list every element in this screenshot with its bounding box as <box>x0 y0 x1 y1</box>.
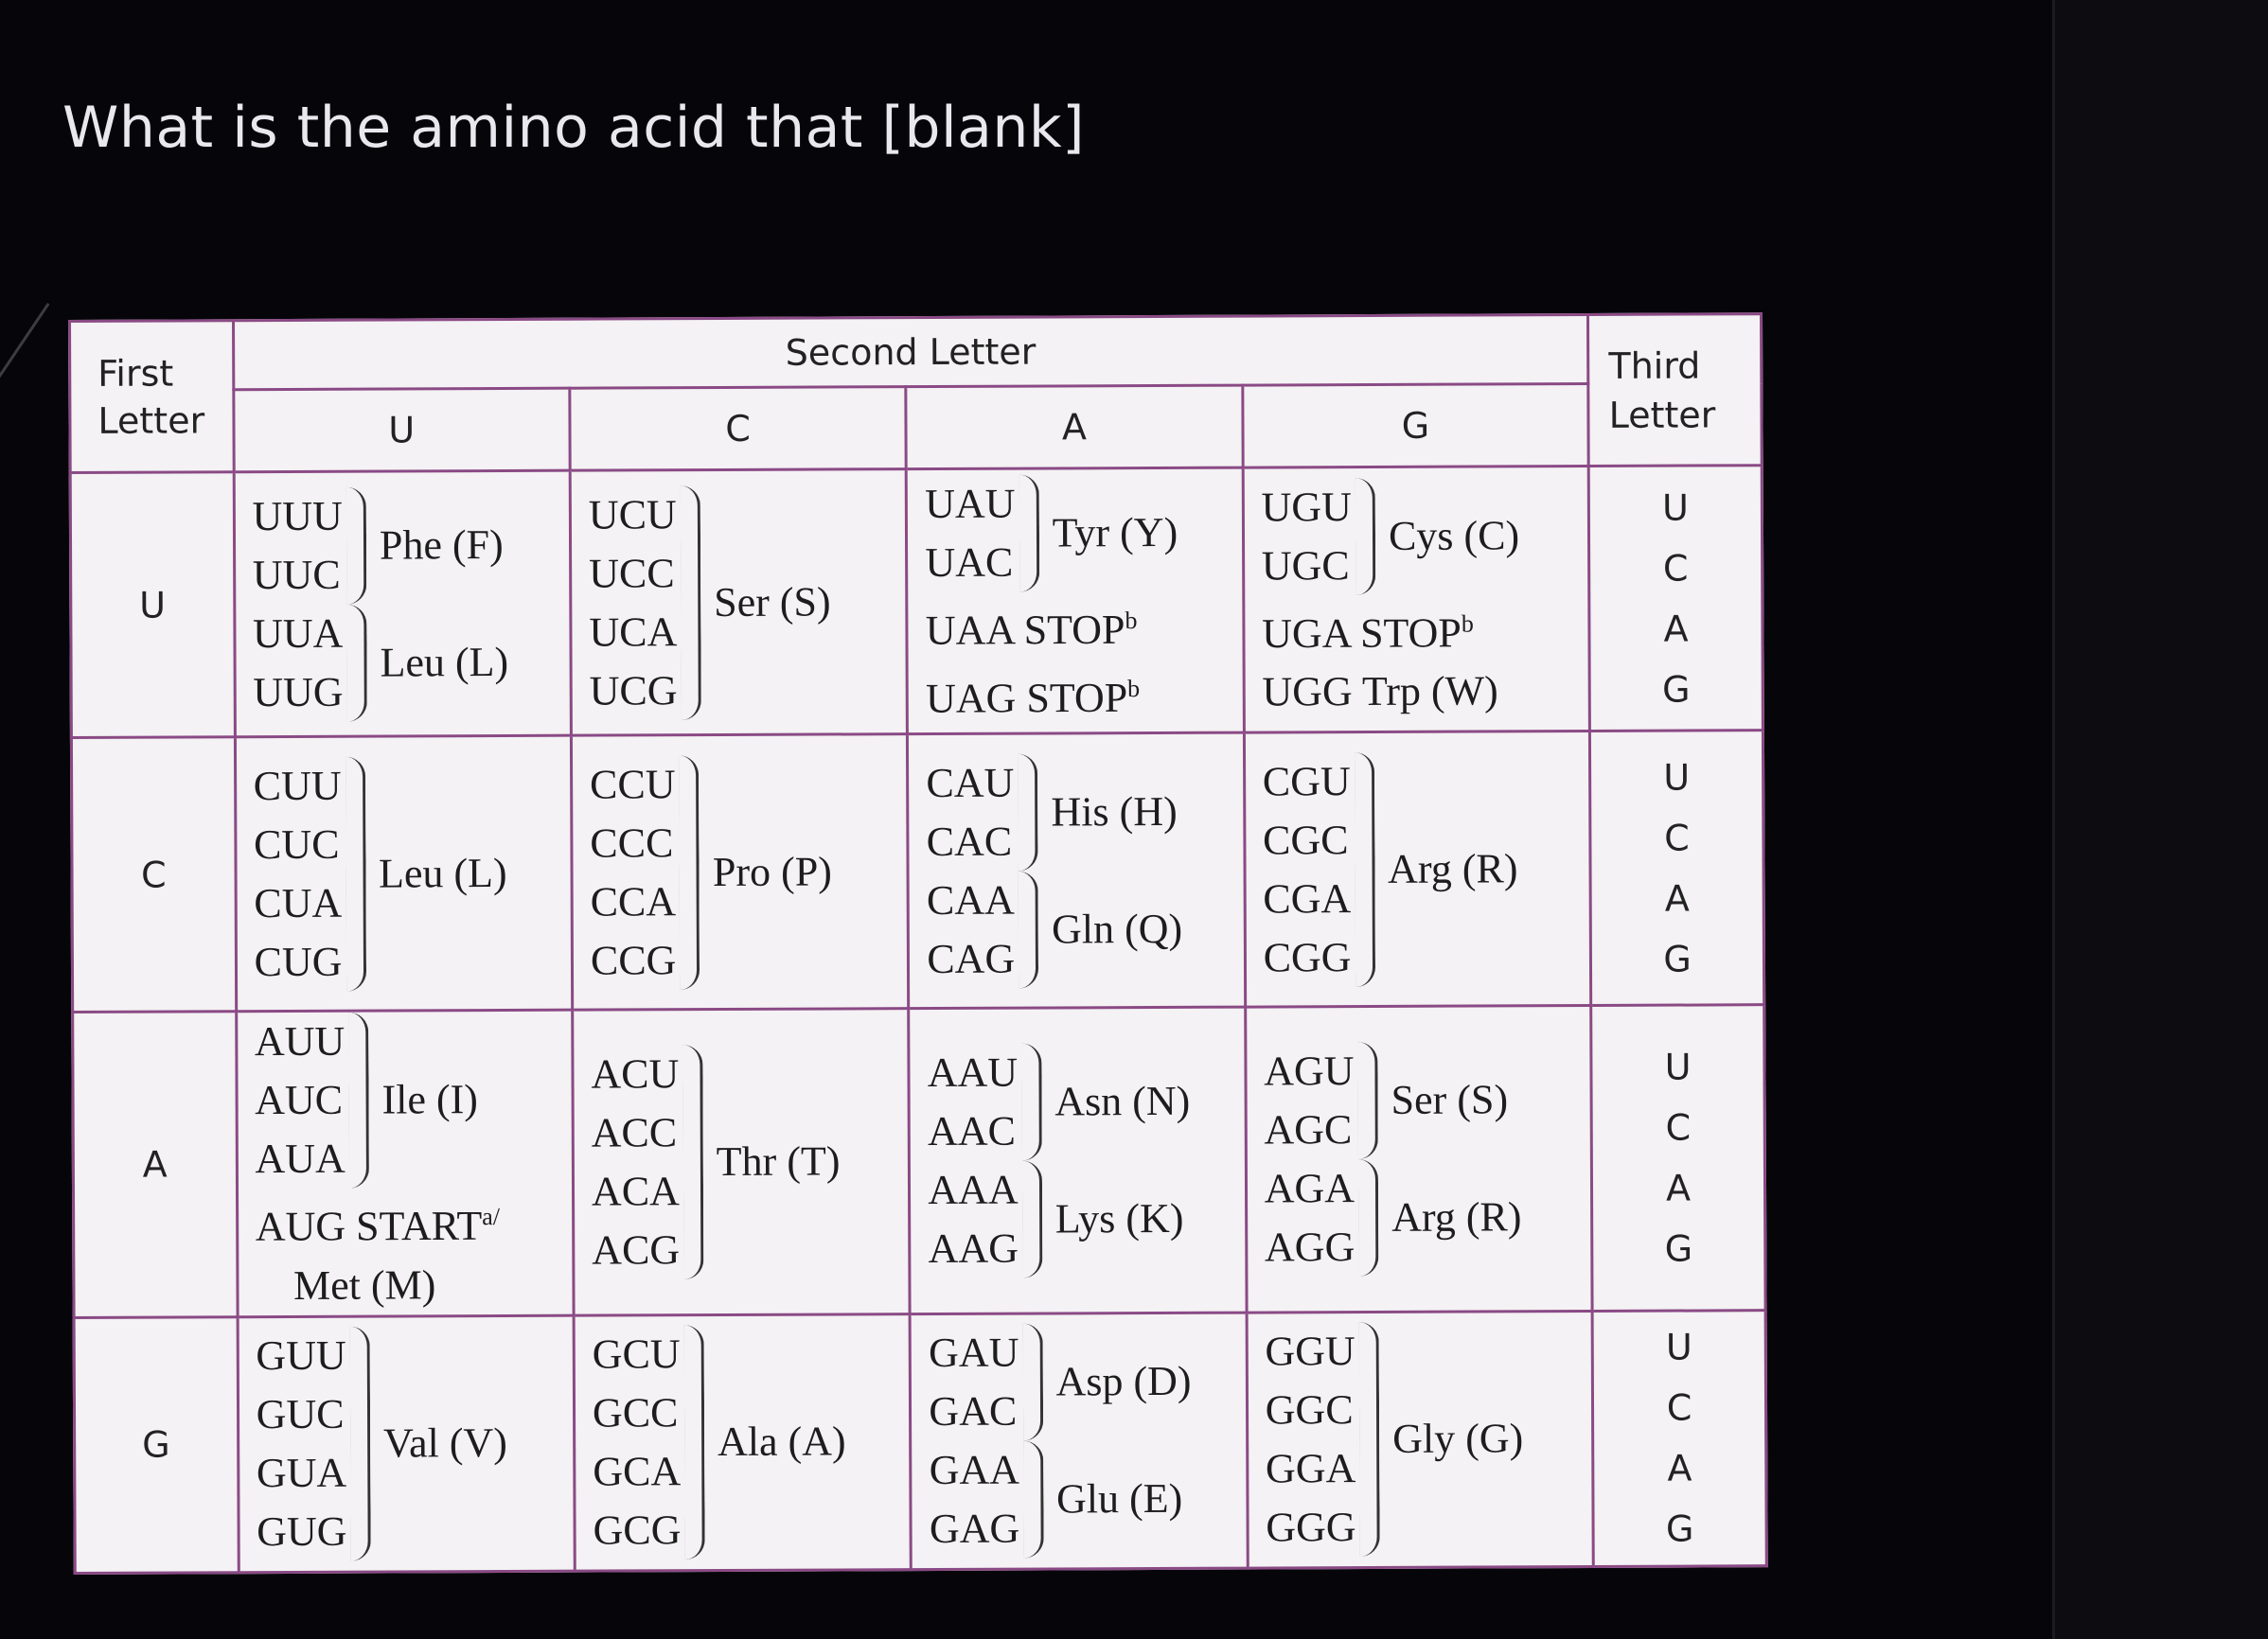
codon-list <box>1265 1322 1355 1557</box>
brace-icon <box>346 756 366 991</box>
third-letter-a: A <box>1663 608 1689 650</box>
third-letter-header-line1: Third <box>1608 344 1701 387</box>
codon: UAC <box>925 538 1014 586</box>
codon-list <box>256 1327 346 1561</box>
codon-list <box>253 604 344 721</box>
codon: AAA <box>928 1166 1019 1213</box>
second-letter-u: U <box>233 388 570 472</box>
genetic-code-table <box>68 312 1768 1574</box>
codon-group <box>573 754 907 991</box>
codon: CUC <box>253 820 340 868</box>
monitor-edge <box>2052 0 2268 1639</box>
codon-line-text: UGG Trp (W) <box>1262 667 1498 715</box>
question-text: What is the amino acid that [blank] <box>62 95 1086 161</box>
codon-list <box>591 1045 680 1279</box>
first-letter-c: C <box>71 737 236 1013</box>
third-letter-c: C <box>1665 1106 1692 1149</box>
codon: UGU <box>1261 483 1352 531</box>
brace-icon <box>346 604 367 721</box>
second-letter-header: Second Letter <box>233 314 1588 389</box>
codon-group <box>912 1323 1246 1442</box>
amino-acid: Ala (A) <box>717 1418 846 1466</box>
footnote-mark: b <box>1127 674 1141 702</box>
third-letter-g: G <box>1661 668 1691 711</box>
codon: AGA <box>1264 1164 1355 1212</box>
brace-icon <box>348 1013 369 1189</box>
codon-line <box>909 590 1243 660</box>
third-letter-u: U <box>1664 1046 1692 1088</box>
third-letter-c: C <box>1664 817 1690 859</box>
codon-line-text: AUG START <box>255 1202 483 1250</box>
amino-acid: Pro (P) <box>712 847 832 895</box>
codon-group <box>572 485 906 721</box>
brace-icon <box>1023 1441 1044 1559</box>
codon-list <box>925 474 1016 591</box>
codon: AAU <box>927 1049 1019 1096</box>
codon-cell-aa <box>909 1007 1247 1313</box>
codon-group <box>912 1440 1246 1560</box>
codon: GGC <box>1265 1386 1354 1434</box>
amino-acid: Leu (L) <box>378 849 507 897</box>
codon-group <box>910 870 1244 989</box>
codon: CGC <box>1262 816 1349 863</box>
codon: GGA <box>1265 1445 1356 1492</box>
codon: GCC <box>592 1389 679 1436</box>
codon-group <box>911 1159 1245 1278</box>
brace-icon <box>679 755 700 990</box>
codon-cell-au <box>236 1010 574 1316</box>
codon: GGU <box>1265 1328 1355 1375</box>
codon: UUU <box>252 492 343 539</box>
first-letter-header-line1: First <box>97 352 174 395</box>
codon: ACG <box>592 1226 681 1274</box>
pen-mark-line <box>0 303 49 854</box>
codon: ACC <box>591 1109 678 1156</box>
codon: CUG <box>254 938 343 985</box>
third-letter-g: G <box>1665 1507 1694 1550</box>
brace-icon <box>1358 1159 1379 1277</box>
brace-icon <box>1357 1042 1378 1159</box>
codon: GAA <box>929 1446 1020 1494</box>
brace-icon <box>1022 1160 1043 1278</box>
brace-icon <box>1018 753 1038 871</box>
codon-group <box>1244 477 1587 596</box>
codon: ACU <box>591 1050 680 1098</box>
codon-group <box>235 485 569 605</box>
codon: UGC <box>1261 541 1350 590</box>
amino-acid: Gly (G) <box>1392 1415 1524 1463</box>
codon: CCU <box>589 760 676 808</box>
brace-icon <box>1022 1324 1043 1441</box>
codon: AGG <box>1264 1223 1355 1271</box>
amino-acid: Gln (Q) <box>1051 905 1183 952</box>
codon-list <box>593 1325 682 1560</box>
codon: UUG <box>253 668 344 715</box>
codon-list <box>590 755 677 990</box>
amino-acid: Ser (S) <box>1391 1076 1509 1123</box>
codon: UUA <box>252 609 344 657</box>
codon-list <box>927 871 1015 988</box>
third-letter-a: A <box>1664 877 1690 920</box>
amino-acid: Cys (C) <box>1388 511 1520 559</box>
codon: CAC <box>926 818 1013 865</box>
codon-cell-ga <box>910 1313 1248 1570</box>
codon: CAA <box>926 876 1016 924</box>
codon-list <box>589 485 678 720</box>
codon-list <box>1261 478 1352 595</box>
codon-cell-cg <box>1244 731 1591 1007</box>
amino-acid: Lys (K) <box>1054 1194 1184 1242</box>
codon-list <box>1265 1159 1355 1277</box>
codon-list <box>1264 1042 1355 1159</box>
amino-acid: Asn (N) <box>1054 1077 1191 1125</box>
brace-icon <box>1355 478 1376 595</box>
second-letter-g: G <box>1242 383 1588 467</box>
first-letter-header <box>70 321 234 473</box>
codon: GCA <box>593 1448 682 1495</box>
codon-list <box>929 1324 1019 1441</box>
brace-icon <box>1355 751 1375 986</box>
codon-group <box>909 752 1243 872</box>
codon-line <box>1245 594 1588 663</box>
codon: AUC <box>255 1076 344 1124</box>
third-letter-u: U <box>1665 1326 1692 1368</box>
codon-group <box>911 1042 1245 1161</box>
first-letter-header-line2: Letter <box>97 398 205 442</box>
codon-group <box>1248 1158 1591 1278</box>
codon: ACA <box>591 1168 680 1215</box>
second-letter-c: C <box>570 387 907 471</box>
codon-list <box>252 486 343 604</box>
codon: GGG <box>1266 1504 1356 1551</box>
first-letter-u: U <box>70 472 235 738</box>
amino-acid: Val (V) <box>382 1419 507 1467</box>
codon-cell-ua <box>907 467 1245 734</box>
third-letter-c: C <box>1662 547 1689 590</box>
codon-line <box>1245 661 1588 722</box>
amino-acid: Leu (L) <box>380 638 509 686</box>
codon-cell-gg <box>1247 1311 1594 1568</box>
codon: CAU <box>926 759 1015 806</box>
brace-icon <box>684 1325 705 1560</box>
codon: GUU <box>256 1331 346 1380</box>
codon-group <box>1246 750 1590 987</box>
third-letter-list <box>1590 731 1764 1006</box>
codon: AAG <box>928 1225 1019 1272</box>
codon: AGC <box>1264 1105 1353 1154</box>
codon: UCC <box>589 549 675 597</box>
third-letter-list <box>1592 1310 1766 1566</box>
brace-icon <box>1359 1322 1380 1557</box>
codon: CCC <box>590 819 674 867</box>
amino-acid: Glu (E) <box>1055 1475 1183 1523</box>
third-letter-header-line2: Letter <box>1608 393 1716 436</box>
amino-acid: Ile (I) <box>381 1076 479 1123</box>
codon-group <box>238 1012 572 1190</box>
codon: GCG <box>593 1507 682 1554</box>
third-letter-list <box>1588 466 1763 731</box>
third-letter-header <box>1588 314 1762 467</box>
codon-list <box>254 756 343 991</box>
codon: GUG <box>257 1507 347 1556</box>
third-letter-a: A <box>1667 1447 1692 1489</box>
amino-acid: Ser (S) <box>714 577 831 626</box>
codon: GAG <box>929 1505 1020 1553</box>
brace-icon <box>681 485 701 720</box>
codon: AAC <box>927 1107 1017 1154</box>
codon-cell-ac <box>573 1009 911 1315</box>
codon: CCA <box>590 877 677 925</box>
footnote-mark: b <box>1125 606 1138 634</box>
codon-line <box>909 659 1243 728</box>
codon-list <box>928 1160 1019 1278</box>
codon: AUU <box>254 1017 346 1066</box>
brace-icon <box>1021 1043 1042 1160</box>
amino-acid: Asp (D) <box>1055 1357 1192 1405</box>
amino-acid: Arg (R) <box>1388 844 1518 892</box>
codon: CGU <box>1262 757 1351 804</box>
codon-cell-uc <box>570 469 908 736</box>
codon-list <box>929 1441 1019 1559</box>
codon-list <box>928 1043 1019 1160</box>
amino-acid: Tyr (Y) <box>1052 508 1178 556</box>
codon: CGG <box>1263 933 1352 980</box>
codon: AUA <box>255 1135 346 1183</box>
brace-icon <box>682 1045 703 1279</box>
brace-icon <box>350 1327 371 1561</box>
codon: GAU <box>928 1329 1019 1377</box>
third-letter-g: G <box>1664 1227 1693 1270</box>
codon: UCU <box>588 490 677 538</box>
codon: UUC <box>252 551 341 598</box>
amino-acid: Arg (R) <box>1391 1193 1522 1241</box>
codon: UAU <box>925 480 1016 527</box>
codon-cell-gc <box>574 1313 912 1571</box>
codon: GUA <box>256 1449 347 1497</box>
codon: AGU <box>1264 1047 1355 1095</box>
codon: CGA <box>1263 874 1352 922</box>
codon-group <box>237 755 571 992</box>
third-letter-list <box>1591 1005 1765 1311</box>
codon-list <box>926 753 1014 871</box>
codon: CUA <box>254 879 343 926</box>
codon: CCG <box>590 936 677 984</box>
codon-group <box>574 1044 908 1280</box>
codon-line-text: Met (M) <box>292 1260 436 1309</box>
brace-icon <box>1019 474 1039 591</box>
amino-acid: Thr (T) <box>716 1137 841 1185</box>
first-letter-a: A <box>73 1012 238 1317</box>
amino-acid: Phe (F) <box>379 520 504 569</box>
codon-line <box>239 1188 573 1257</box>
codon-line <box>239 1255 573 1315</box>
codon-list <box>1263 752 1352 987</box>
codon-list <box>255 1013 346 1189</box>
amino-acid: His (H) <box>1051 787 1178 835</box>
codon-group <box>236 603 570 722</box>
codon: GUC <box>256 1390 345 1438</box>
codon-group <box>239 1326 573 1562</box>
codon-line-text: UAA STOP <box>925 606 1125 654</box>
footnote-mark: a/ <box>482 1203 501 1231</box>
codon-line-text: UAG STOP <box>925 674 1128 722</box>
codon-cell-cu <box>235 735 573 1012</box>
footnote-mark: b <box>1461 609 1474 638</box>
codon-cell-ug <box>1243 466 1590 732</box>
codon: GAC <box>929 1387 1018 1436</box>
codon: UCA <box>589 608 678 656</box>
codon-line-text: UGA STOP <box>1262 608 1462 657</box>
third-letter-u: U <box>1663 756 1691 799</box>
codon-group <box>1248 1321 1592 1558</box>
third-letter-a: A <box>1666 1167 1692 1209</box>
third-letter-c: C <box>1666 1386 1692 1429</box>
codon-cell-gu <box>238 1315 576 1573</box>
codon: CAG <box>927 935 1016 982</box>
third-letter-u: U <box>1661 486 1689 529</box>
codon-cell-ag <box>1245 1005 1592 1312</box>
codon: UCG <box>589 666 678 714</box>
codon: GCU <box>592 1331 681 1378</box>
codon-group <box>1247 1041 1590 1160</box>
brace-icon <box>346 486 367 604</box>
codon-group <box>908 473 1242 592</box>
third-letter-g: G <box>1663 938 1692 980</box>
codon-group <box>576 1324 910 1560</box>
codon: CUU <box>253 762 342 809</box>
codon-cell-ca <box>908 732 1246 1009</box>
brace-icon <box>1019 871 1039 988</box>
first-letter-g: G <box>74 1316 239 1573</box>
codon-cell-uu <box>234 470 572 737</box>
second-letter-a: A <box>906 385 1243 469</box>
codon-cell-cc <box>571 734 909 1011</box>
